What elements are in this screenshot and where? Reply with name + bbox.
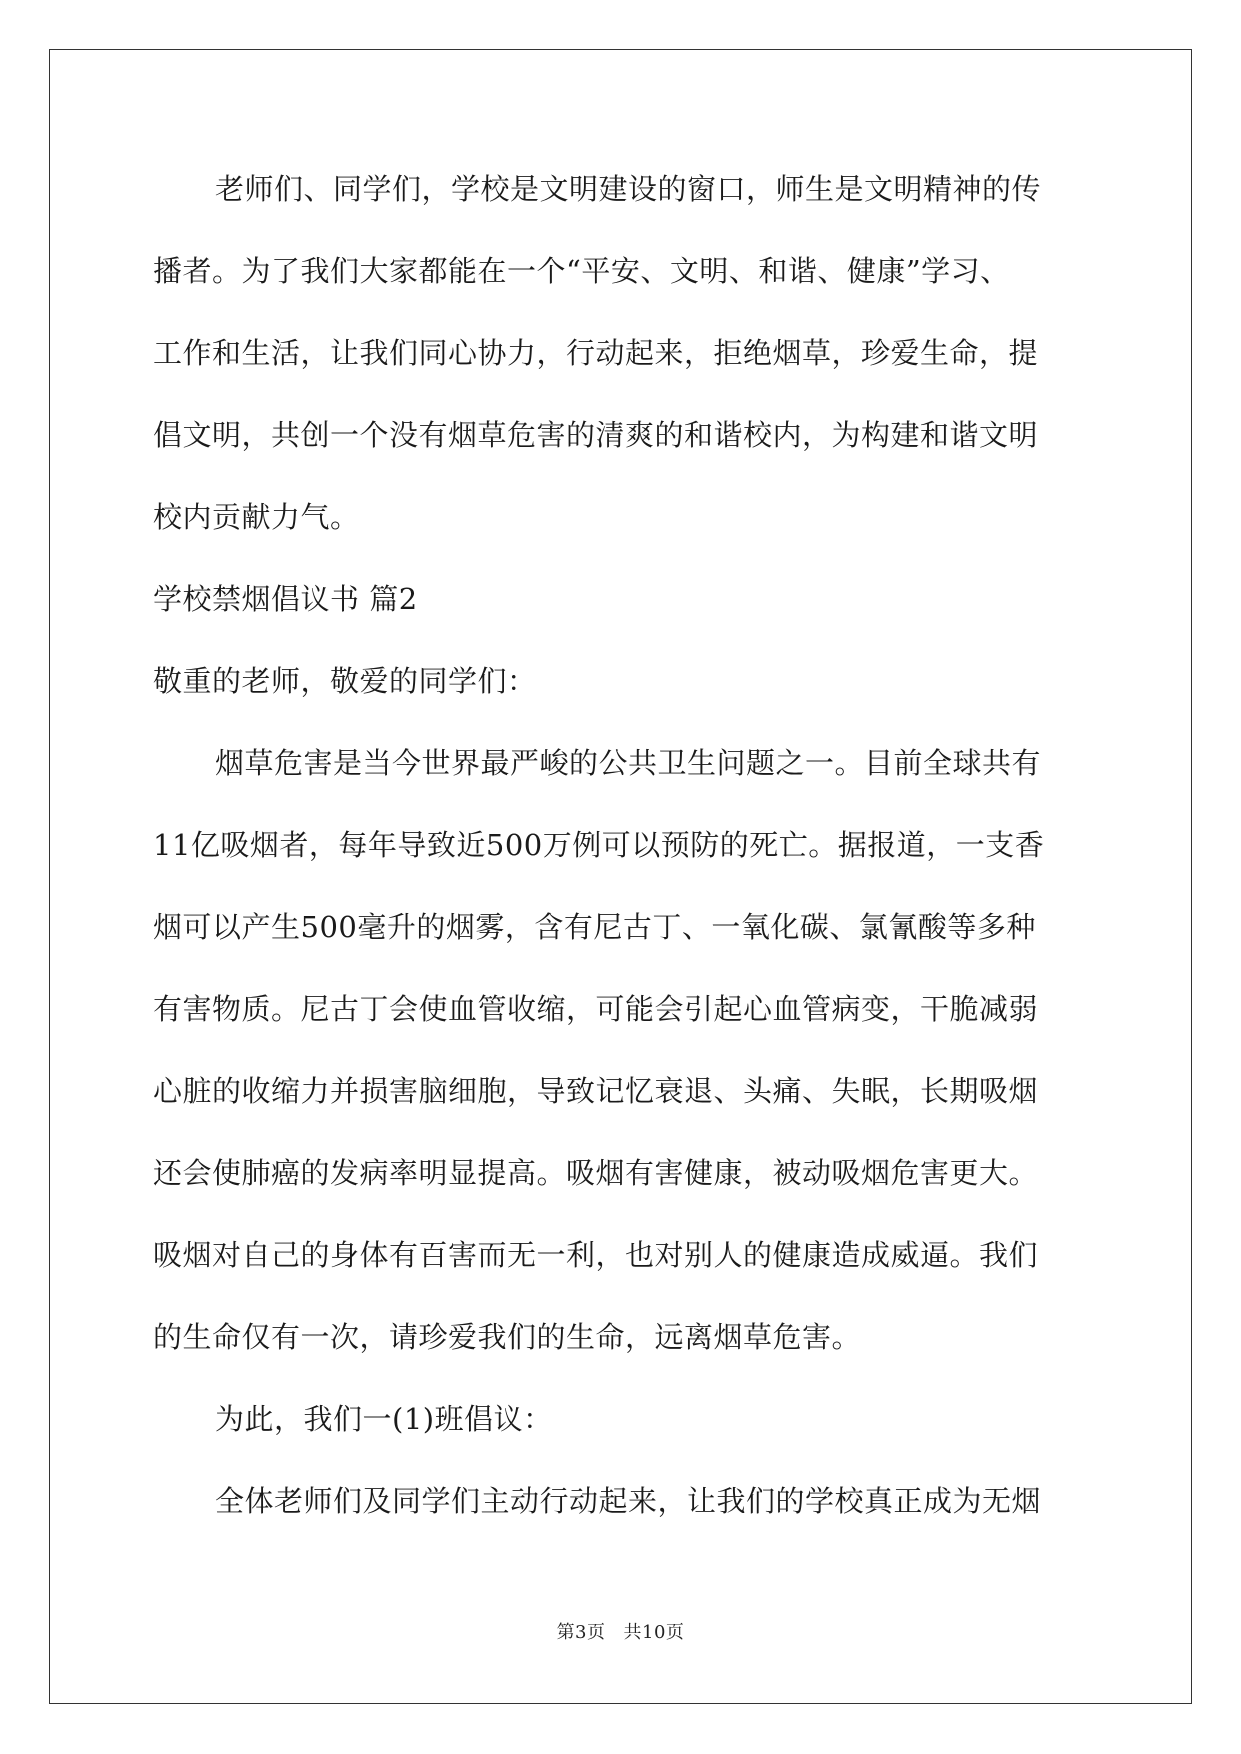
paragraph-2-line-3: 烟可以产生500毫升的烟雾，含有尼古丁、一氧化碳、氯氰酸等多种 <box>153 910 1036 944</box>
paragraph-3: 为此，我们一(1)班倡议： <box>215 1402 553 1436</box>
page-footer <box>0 1618 1241 1644</box>
paragraph-1-line-1: 老师们、同学们，学校是文明建设的窗口，师生是文明精神的传 <box>215 172 1042 206</box>
paragraph-2-line-2: 11亿吸烟者，每年导致近500万例可以预防的死亡。据报道，一支香 <box>153 828 1045 862</box>
document-body <box>153 160 1093 1554</box>
salutation: 敬重的老师，敬爱的同学们： <box>153 664 537 698</box>
page-number: 第3页 <box>556 1622 606 1643</box>
total-pages: 共10页 <box>623 1622 685 1643</box>
section-title: 学校禁烟倡议书 篇2 <box>153 582 418 616</box>
paragraph-1-line-4: 倡文明，共创一个没有烟草危害的清爽的和谐校内，为构建和谐文明 <box>153 418 1039 452</box>
paragraph-1-line-3: 工作和生活，让我们同心协力，行动起来，拒绝烟草，珍爱生命，提 <box>153 336 1039 370</box>
paragraph-2-line-4: 有害物质。尼古丁会使血管收缩，可能会引起心血管病变，干脆减弱 <box>153 992 1039 1026</box>
paragraph-1-line-5: 校内贡献力气。 <box>153 500 360 534</box>
paragraph-2-line-1: 烟草危害是当今世界最严峻的公共卫生问题之一。目前全球共有 <box>215 746 1042 780</box>
paragraph-2-line-7: 吸烟对自己的身体有百害而无一利，也对别人的健康造成威逼。我们 <box>153 1238 1039 1272</box>
paragraph-4-line-1: 全体老师们及同学们主动行动起来，让我们的学校真正成为无烟 <box>215 1484 1042 1518</box>
paragraph-1-line-2: 播者。为了我们大家都能在一个“平安、文明、和谐、健康”学习、 <box>153 254 1010 288</box>
paragraph-2-line-8: 的生命仅有一次，请珍爱我们的生命，远离烟草危害。 <box>153 1320 862 1354</box>
paragraph-2-line-6: 还会使肺癌的发病率明显提高。吸烟有害健康，被动吸烟危害更大。 <box>153 1156 1039 1190</box>
paragraph-2-line-5: 心脏的收缩力并损害脑细胞，导致记忆衰退、头痛、失眠，长期吸烟 <box>153 1074 1039 1108</box>
